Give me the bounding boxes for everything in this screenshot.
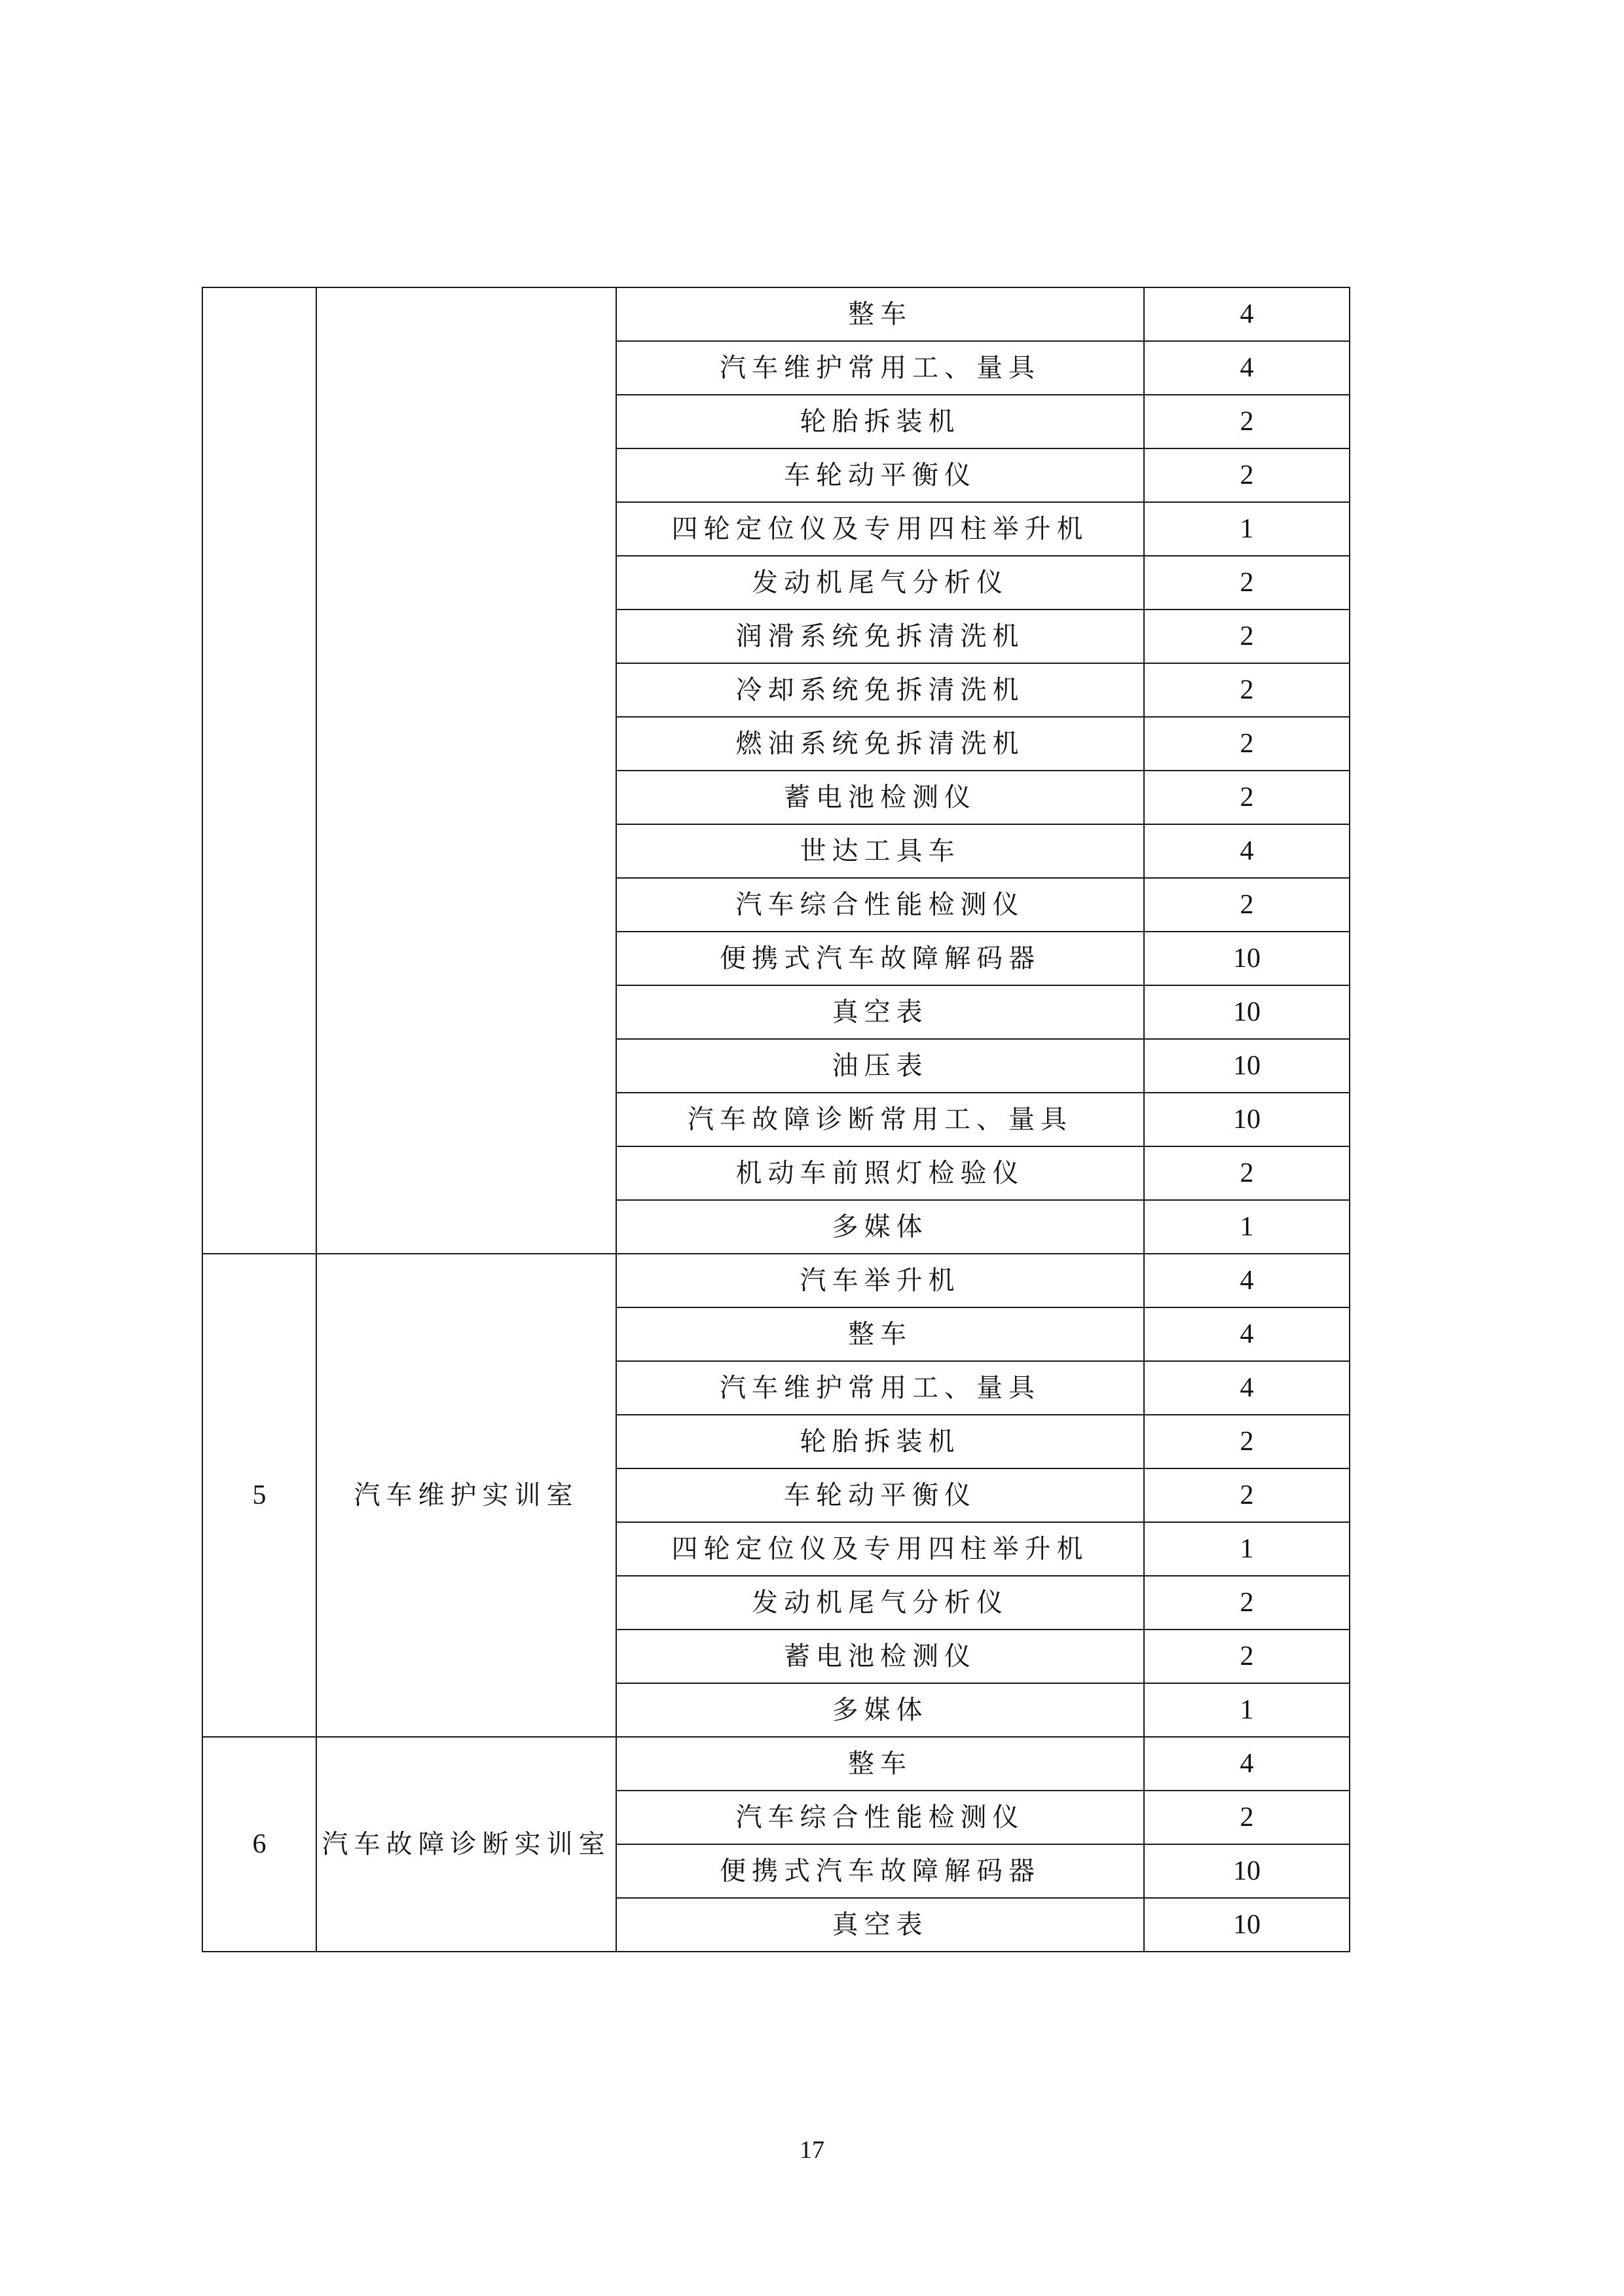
quantity-cell: 2 bbox=[1144, 771, 1350, 824]
table-row bbox=[202, 1254, 1350, 1307]
quantity-cell: 2 bbox=[1144, 1630, 1350, 1683]
equipment-name-cell: 汽车故障诊断常用工、量具 bbox=[616, 1093, 1144, 1146]
equipment-table-body bbox=[202, 287, 1350, 1952]
quantity-cell: 2 bbox=[1144, 1468, 1350, 1522]
quantity-cell: 2 bbox=[1144, 395, 1350, 448]
equipment-name-cell: 冷却系统免拆清洗机 bbox=[616, 663, 1144, 717]
equipment-name-cell: 油压表 bbox=[616, 1039, 1144, 1093]
equipment-name-cell: 真空表 bbox=[616, 985, 1144, 1039]
equipment-name-cell: 世达工具车 bbox=[616, 824, 1144, 878]
equipment-name-cell: 四轮定位仪及专用四柱举升机 bbox=[616, 1522, 1144, 1576]
quantity-cell: 4 bbox=[1144, 1307, 1350, 1361]
room-name-cell: 汽车故障诊断实训室 bbox=[316, 1737, 616, 1952]
quantity-cell: 2 bbox=[1144, 1146, 1350, 1200]
quantity-cell: 2 bbox=[1144, 610, 1350, 663]
quantity-cell: 4 bbox=[1144, 1254, 1350, 1307]
quantity-cell: 10 bbox=[1144, 1093, 1350, 1146]
sequence-cell: 6 bbox=[202, 1737, 316, 1952]
equipment-name-cell: 便携式汽车故障解码器 bbox=[616, 932, 1144, 985]
equipment-name-cell: 便携式汽车故障解码器 bbox=[616, 1844, 1144, 1898]
equipment-table bbox=[202, 287, 1350, 1952]
equipment-name-cell: 整车 bbox=[616, 287, 1144, 341]
equipment-name-cell: 四轮定位仪及专用四柱举升机 bbox=[616, 502, 1144, 556]
equipment-name-cell: 汽车维护常用工、量具 bbox=[616, 1361, 1144, 1415]
quantity-cell: 4 bbox=[1144, 824, 1350, 878]
equipment-name-cell: 多媒体 bbox=[616, 1200, 1144, 1254]
equipment-name-cell: 机动车前照灯检验仪 bbox=[616, 1146, 1144, 1200]
equipment-name-cell: 汽车综合性能检测仪 bbox=[616, 878, 1144, 932]
quantity-cell: 2 bbox=[1144, 1791, 1350, 1844]
quantity-cell: 2 bbox=[1144, 878, 1350, 932]
equipment-name-cell: 真空表 bbox=[616, 1898, 1144, 1952]
room-name-cell bbox=[316, 287, 616, 1254]
equipment-name-cell: 发动机尾气分析仪 bbox=[616, 556, 1144, 610]
equipment-name-cell: 整车 bbox=[616, 1307, 1144, 1361]
equipment-name-cell: 汽车维护常用工、量具 bbox=[616, 341, 1144, 395]
quantity-cell: 10 bbox=[1144, 985, 1350, 1039]
quantity-cell: 1 bbox=[1144, 502, 1350, 556]
sequence-cell: 5 bbox=[202, 1254, 316, 1737]
equipment-name-cell: 轮胎拆装机 bbox=[616, 395, 1144, 448]
quantity-cell: 1 bbox=[1144, 1522, 1350, 1576]
sequence-cell bbox=[202, 287, 316, 1254]
table-row bbox=[202, 1737, 1350, 1791]
equipment-name-cell: 汽车综合性能检测仪 bbox=[616, 1791, 1144, 1844]
room-name-cell: 汽车维护实训室 bbox=[316, 1254, 616, 1737]
equipment-name-cell: 润滑系统免拆清洗机 bbox=[616, 610, 1144, 663]
quantity-cell: 2 bbox=[1144, 556, 1350, 610]
equipment-name-cell: 整车 bbox=[616, 1737, 1144, 1791]
quantity-cell: 2 bbox=[1144, 1415, 1350, 1468]
quantity-cell: 10 bbox=[1144, 1898, 1350, 1952]
equipment-name-cell: 多媒体 bbox=[616, 1683, 1144, 1737]
quantity-cell: 10 bbox=[1144, 1039, 1350, 1093]
quantity-cell: 2 bbox=[1144, 663, 1350, 717]
page-number: 17 bbox=[800, 2136, 824, 2164]
quantity-cell: 4 bbox=[1144, 341, 1350, 395]
quantity-cell: 4 bbox=[1144, 1361, 1350, 1415]
quantity-cell: 10 bbox=[1144, 1844, 1350, 1898]
table-row bbox=[202, 287, 1350, 341]
quantity-cell: 1 bbox=[1144, 1683, 1350, 1737]
equipment-name-cell: 轮胎拆装机 bbox=[616, 1415, 1144, 1468]
quantity-cell: 2 bbox=[1144, 717, 1350, 771]
equipment-name-cell: 燃油系统免拆清洗机 bbox=[616, 717, 1144, 771]
quantity-cell: 10 bbox=[1144, 932, 1350, 985]
equipment-name-cell: 蓄电池检测仪 bbox=[616, 771, 1144, 824]
quantity-cell: 4 bbox=[1144, 1737, 1350, 1791]
equipment-name-cell: 汽车举升机 bbox=[616, 1254, 1144, 1307]
quantity-cell: 4 bbox=[1144, 287, 1350, 341]
equipment-name-cell: 车轮动平衡仪 bbox=[616, 1468, 1144, 1522]
quantity-cell: 1 bbox=[1144, 1200, 1350, 1254]
equipment-name-cell: 发动机尾气分析仪 bbox=[616, 1576, 1144, 1630]
quantity-cell: 2 bbox=[1144, 1576, 1350, 1630]
equipment-name-cell: 蓄电池检测仪 bbox=[616, 1630, 1144, 1683]
quantity-cell: 2 bbox=[1144, 448, 1350, 502]
equipment-name-cell: 车轮动平衡仪 bbox=[616, 448, 1144, 502]
